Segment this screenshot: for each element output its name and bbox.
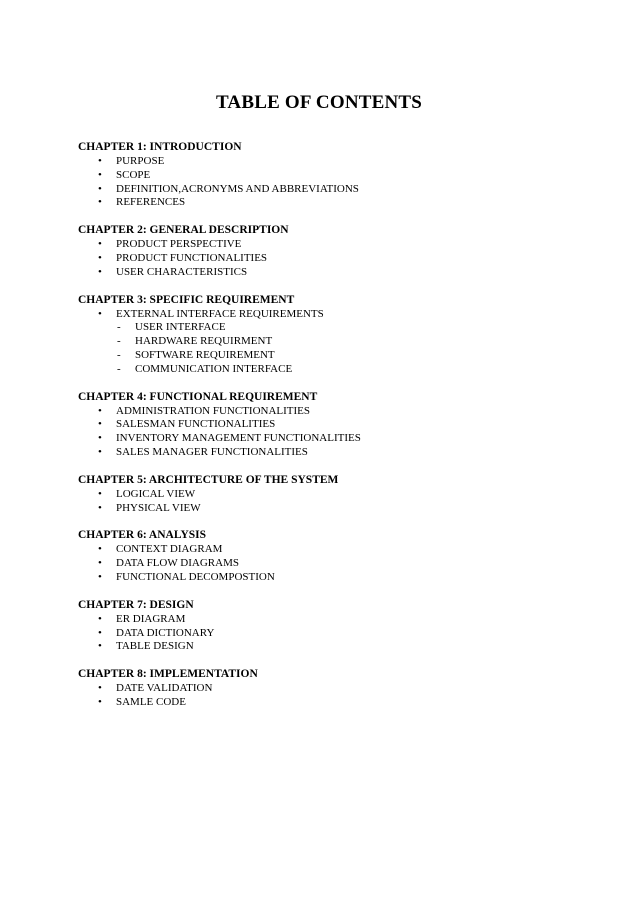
toc-list-item xyxy=(78,446,598,460)
chapter-section xyxy=(78,666,598,710)
toc-item-label: PRODUCT PERSPECTIVE xyxy=(116,238,242,251)
toc-item-label: ADMINISTRATION FUNCTIONALITIES xyxy=(116,404,311,417)
toc-sub-item-label: USER INTERFACE xyxy=(135,321,226,334)
bullet-icon: • xyxy=(98,432,102,445)
bullet-icon: • xyxy=(98,168,102,181)
toc-list-item xyxy=(78,183,598,197)
toc-item-label: SAMLE CODE xyxy=(116,695,186,708)
toc-list-item xyxy=(78,155,598,169)
toc-list-item xyxy=(78,627,598,641)
toc-item-label: PURPOSE xyxy=(116,155,165,167)
toc-item-label: PHYSICAL VIEW xyxy=(116,501,201,514)
toc-item-label: DATA DICTIONARY xyxy=(116,626,215,639)
bullet-icon: • xyxy=(98,557,102,570)
toc-list-item xyxy=(78,252,598,266)
toc-sub-item xyxy=(78,335,598,349)
toc-item-label: FUNCTIONAL DECOMPOSTION xyxy=(116,570,275,583)
bullet-icon: • xyxy=(98,307,102,320)
toc-item-label: SALES MANAGER FUNCTIONALITIES xyxy=(116,445,308,458)
bullet-icon: • xyxy=(98,445,102,458)
chapter-heading: CHAPTER 3: SPECIFIC REQUIREMENT xyxy=(78,293,295,306)
toc-list-item xyxy=(78,169,598,183)
bullet-icon: • xyxy=(98,265,102,278)
chapter-heading: CHAPTER 4: FUNCTIONAL REQUIREMENT xyxy=(78,390,318,403)
toc-list-item xyxy=(78,418,598,432)
toc-sub-item xyxy=(78,349,598,363)
toc-list-item xyxy=(78,696,598,710)
toc-list-item xyxy=(78,682,598,696)
bullet-icon: • xyxy=(98,682,102,695)
chapter-section xyxy=(78,292,598,377)
chapter-section xyxy=(78,472,598,516)
bullet-icon: • xyxy=(98,196,102,209)
chapter-section xyxy=(78,527,598,584)
toc-item-label: CONTEXT DIAGRAM xyxy=(116,543,223,556)
toc-sub-item-label: HARDWARE REQUIRMENT xyxy=(135,335,273,348)
chapter-heading: CHAPTER 8: IMPLEMENTATION xyxy=(78,668,258,681)
chapter-heading: CHAPTER 7: DESIGN xyxy=(78,598,194,611)
bullet-icon: • xyxy=(98,251,102,264)
bullet-icon: • xyxy=(98,612,102,625)
toc-item-label: USER CHARACTERISTICS xyxy=(116,265,248,278)
dash-icon: - xyxy=(117,362,121,375)
chapter-heading: CHAPTER 5: ARCHITECTURE OF THE SYSTEM xyxy=(78,473,339,486)
table-of-contents xyxy=(78,139,598,722)
toc-list-item xyxy=(78,571,598,585)
bullet-icon: • xyxy=(98,238,102,251)
toc-item-label: REFERENCES xyxy=(116,196,186,209)
toc-item-label: SALESMAN FUNCTIONALITIES xyxy=(116,418,276,431)
chapter-section xyxy=(78,597,598,654)
bullet-icon: • xyxy=(98,418,102,431)
toc-sub-item xyxy=(78,321,598,335)
bullet-icon: • xyxy=(98,155,102,167)
toc-item-label: DATA FLOW DIAGRAMS xyxy=(116,557,239,570)
bullet-icon: • xyxy=(98,570,102,583)
toc-list-item xyxy=(78,613,598,627)
bullet-icon: • xyxy=(98,626,102,639)
toc-item-label: DATE VALIDATION xyxy=(116,682,213,695)
dash-icon: - xyxy=(117,321,121,334)
dash-icon: - xyxy=(117,348,121,361)
toc-item-label: TABLE DESIGN xyxy=(116,640,194,653)
chapter-heading: CHAPTER 2: GENERAL DESCRIPTION xyxy=(78,224,289,237)
bullet-icon: • xyxy=(98,695,102,708)
toc-list-item xyxy=(78,405,598,419)
toc-list-item xyxy=(78,543,598,557)
bullet-icon: • xyxy=(98,543,102,556)
toc-item-label: DEFINITION,ACRONYMS AND ABBREVIATIONS xyxy=(116,182,359,195)
bullet-icon: • xyxy=(98,404,102,417)
dash-icon: - xyxy=(117,335,121,348)
toc-list-item xyxy=(78,640,598,654)
toc-item-label: INVENTORY MANAGEMENT FUNCTIONALITIES xyxy=(116,432,361,445)
chapter-section xyxy=(78,139,598,210)
toc-list-item xyxy=(78,308,598,322)
chapter-heading: CHAPTER 1: INTRODUCTION xyxy=(78,141,242,153)
toc-sub-item-label: SOFTWARE REQUIREMENT xyxy=(135,348,275,361)
toc-item-label: ER DIAGRAM xyxy=(116,612,186,625)
chapter-section xyxy=(78,222,598,279)
toc-sub-item-label: COMMUNICATION INTERFACE xyxy=(135,362,293,375)
toc-item-label: LOGICAL VIEW xyxy=(116,487,196,500)
toc-item-label: EXTERNAL INTERFACE REQUIREMENTS xyxy=(116,307,324,320)
page-title: TABLE OF CONTENTS xyxy=(215,92,423,113)
toc-list-item xyxy=(78,266,598,280)
toc-list-item xyxy=(78,557,598,571)
toc-item-label: PRODUCT FUNCTIONALITIES xyxy=(116,251,268,264)
toc-item-label: SCOPE xyxy=(116,168,151,181)
toc-sub-item xyxy=(78,363,598,377)
toc-list-item xyxy=(78,488,598,502)
toc-list-item xyxy=(78,432,598,446)
bullet-icon: • xyxy=(98,487,102,500)
chapter-heading: CHAPTER 6: ANALYSIS xyxy=(78,529,207,542)
toc-list-item xyxy=(78,238,598,252)
bullet-icon: • xyxy=(98,182,102,195)
bullet-icon: • xyxy=(98,501,102,514)
toc-list-item xyxy=(78,502,598,516)
bullet-icon: • xyxy=(98,640,102,653)
toc-list-item xyxy=(78,196,598,210)
chapter-section xyxy=(78,389,598,460)
